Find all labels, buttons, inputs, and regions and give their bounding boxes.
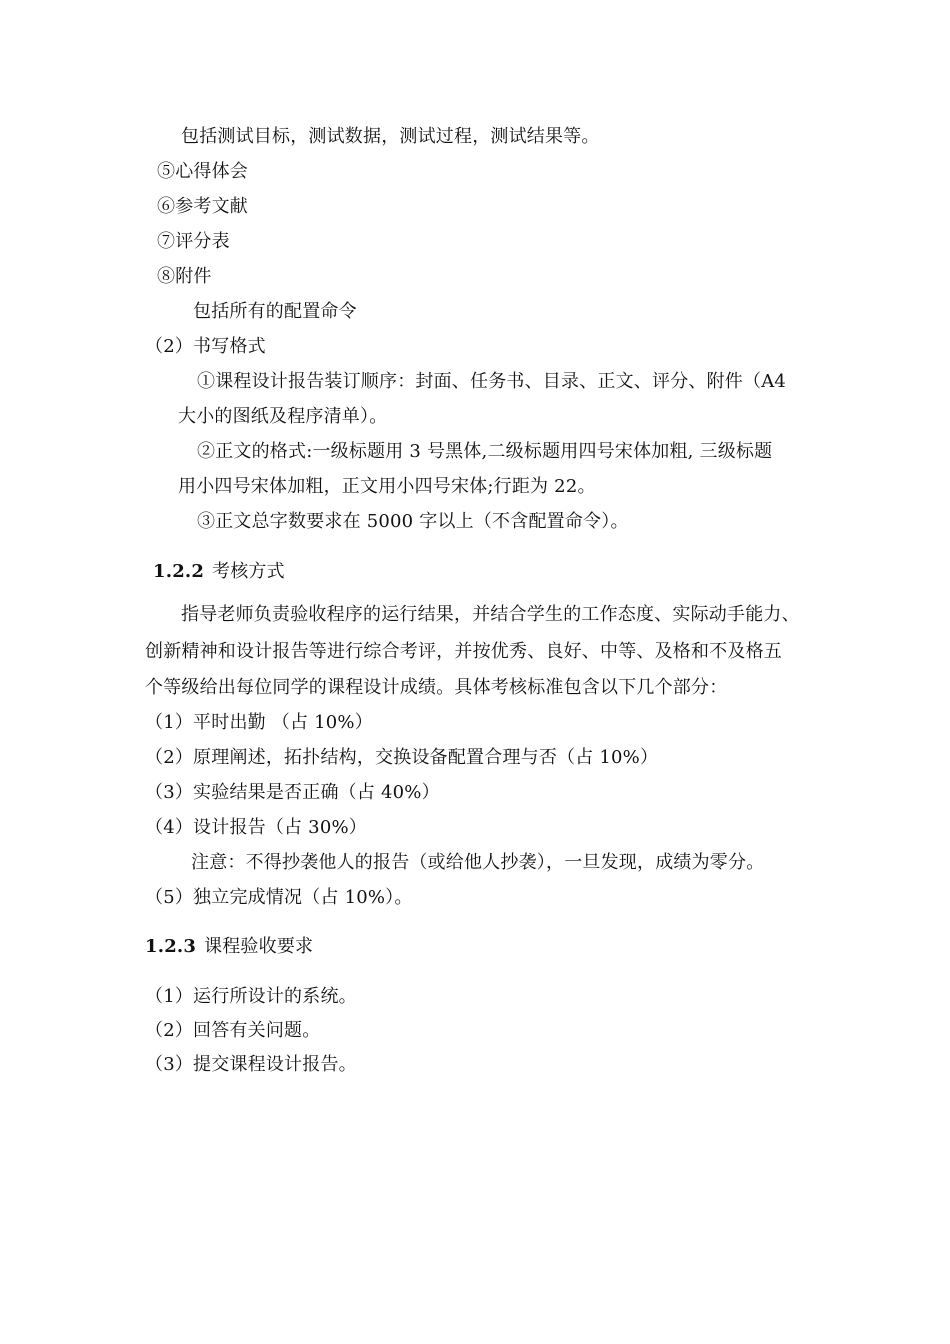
paragraph-line: 大小的图纸及程序清单）。 bbox=[178, 406, 388, 427]
section-title: 课程验收要求 bbox=[204, 936, 314, 957]
paragraph-line: ③正文总字数要求在 5000 字以上（不含配置命令）。 bbox=[197, 511, 629, 532]
list-item: （5）独立完成情况（占 10%）。 bbox=[145, 887, 413, 908]
section-heading bbox=[145, 934, 313, 960]
paragraph-line: ②正文的格式:一级标题用 3 号黑体,二级标题用四号宋体加粗, 三级标题 bbox=[197, 441, 773, 462]
section-number: 1.2.2 bbox=[153, 561, 205, 582]
list-item: （2）原理阐述，拓扑结构，交换设备配置合理与否（占 10%） bbox=[145, 747, 659, 768]
paragraph-line: 包括测试目标，测试数据，测试过程，测试结果等。 bbox=[181, 126, 600, 147]
paragraph-line: 用小四号宋体加粗，正文用小四号宋体;行距为 22。 bbox=[178, 476, 596, 497]
paragraph-line: 个等级给出每位同学的课程设计成绩。具体考核标准包含以下几个部分： bbox=[145, 677, 728, 698]
paragraph-line: 指导老师负责验收程序的运行结果，并结合学生的工作态度、实际动手能力、 bbox=[181, 604, 800, 625]
paragraph-line: 包括所有的配置命令 bbox=[193, 301, 357, 322]
note-line: 注意：不得抄袭他人的报告（或给他人抄袭），一旦发现，成绩为零分。 bbox=[191, 852, 765, 873]
list-item: （1）平时出勤 （占 10%） bbox=[145, 712, 373, 733]
list-item: （2）回答有关问题。 bbox=[145, 1020, 321, 1041]
list-item: （3）实验结果是否正确（占 40%） bbox=[145, 782, 440, 803]
list-item: ⑥参考文献 bbox=[157, 196, 248, 217]
list-item: （1）运行所设计的系统。 bbox=[145, 986, 357, 1007]
list-item: ⑤心得体会 bbox=[157, 161, 248, 182]
list-item: ⑦评分表 bbox=[157, 231, 230, 252]
list-item: （2）书写格式 bbox=[145, 336, 266, 357]
list-item: （4）设计报告（占 30%） bbox=[145, 817, 367, 838]
section-heading bbox=[153, 559, 285, 585]
list-item: ⑧附件 bbox=[157, 266, 212, 287]
paragraph-line: ①课程设计报告装订顺序：封面、任务书、目录、正文、评分、附件（A4 bbox=[197, 371, 787, 392]
paragraph-line: 创新精神和设计报告等进行综合考评，并按优秀、良好、中等、及格和不及格五 bbox=[145, 641, 782, 662]
section-number: 1.2.3 bbox=[145, 936, 197, 957]
list-item: （3）提交课程设计报告。 bbox=[145, 1054, 357, 1075]
section-title: 考核方式 bbox=[212, 561, 285, 582]
